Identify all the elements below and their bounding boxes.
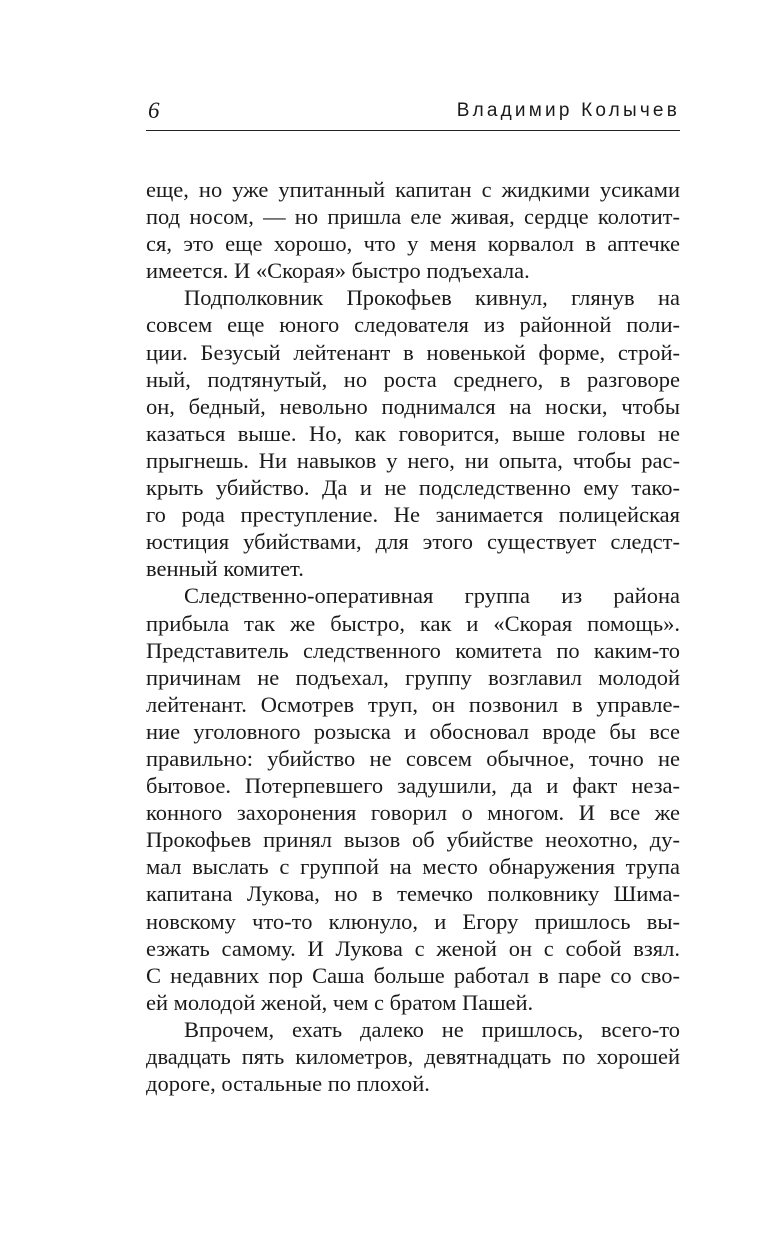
text-line: го рода преступление. Не занимается полицейская <box>146 502 680 528</box>
running-header <box>146 96 680 131</box>
text-line: ся, это еще хорошо, что у меня корвалол в аптечке <box>146 231 680 257</box>
text-line: Представитель следственного комитета по каким-то <box>146 637 680 663</box>
text-line: ние уголовного розыска и обосновал вроде бы все <box>146 718 680 744</box>
text-line: прыгнешь. Ни навыков у него, ни опыта, чтобы рас- <box>146 447 680 473</box>
text-line: Прокофьев принял вызов об убийстве неохотно, ду- <box>146 827 680 853</box>
paragraph <box>146 582 680 1016</box>
author-name: Владимир Колычев <box>456 100 680 121</box>
text-line: лейтенант. Осмотрев труп, он позвонил в управле- <box>146 691 680 717</box>
text-line: ный, подтянутый, но роста среднего, в разговоре <box>146 366 680 392</box>
paragraph <box>146 176 680 284</box>
text-line: дороге, остальные по плохой. <box>146 1071 430 1097</box>
text-line: он, бедный, невольно поднимался на носки, чтобы <box>146 393 680 419</box>
text-line: правильно: убийство не совсем обычное, точно не <box>146 745 680 771</box>
text-line: конного захоронения говорил о многом. И все же <box>146 800 680 826</box>
text-line: причинам не подъехал, группу возглавил молодой <box>146 664 680 690</box>
paragraph <box>146 1016 680 1097</box>
text-line: прибыла так же быстро, как и «Скорая помощь». <box>146 610 680 636</box>
text-line: ей молодой женой, чем с братом Пашей. <box>146 989 534 1015</box>
text-line: мал выслать с группой на место обнаружения трупа <box>146 854 680 880</box>
text-line: езжать самому. И Лукова с женой он с собой взял. <box>146 935 680 961</box>
text-line: новскому что-то клюнуло, и Егору пришлось вы- <box>146 908 680 934</box>
text-line: еще, но уже упитанный капитан с жидкими усиками <box>146 177 680 202</box>
text-line: совсем еще юного следователя из районной поли- <box>146 312 680 338</box>
text-line: бытовое. Потерпевшего задушили, да и факт неза- <box>146 773 680 799</box>
body-text <box>146 176 680 1097</box>
text-line: Следственно-оперативная группа из района <box>184 583 680 609</box>
page-number: 6 <box>148 98 160 123</box>
text-line: капитана Лукова, но в темечко полковнику Шима- <box>146 881 680 907</box>
text-line: Подполковник Прокофьев кивнул, глянув на <box>184 285 680 311</box>
text-line: ции. Безусый лейтенант в новенькой форме, строй- <box>146 339 680 365</box>
text-line: имеется. И «Скорая» быстро подъехала. <box>146 258 530 284</box>
text-line: под носом, — но пришла еле живая, сердце колотит- <box>146 204 680 230</box>
text-line: С недавних пор Саша больше работал в паре со сво- <box>146 962 680 988</box>
text-line: крыть убийство. Да и не подследственно ему тако- <box>146 475 680 501</box>
text-line: юстиция убийствами, для этого существует следст- <box>146 529 680 555</box>
text-line: двадцать пять километров, девятнадцать по хорошей <box>146 1044 680 1069</box>
text-line: казаться выше. Но, как говорится, выше головы не <box>146 420 680 446</box>
text-line: венный комитет. <box>146 556 304 582</box>
text-line: Впрочем, ехать далеко не пришлось, всего-то <box>184 1016 680 1042</box>
paragraph <box>146 284 680 582</box>
